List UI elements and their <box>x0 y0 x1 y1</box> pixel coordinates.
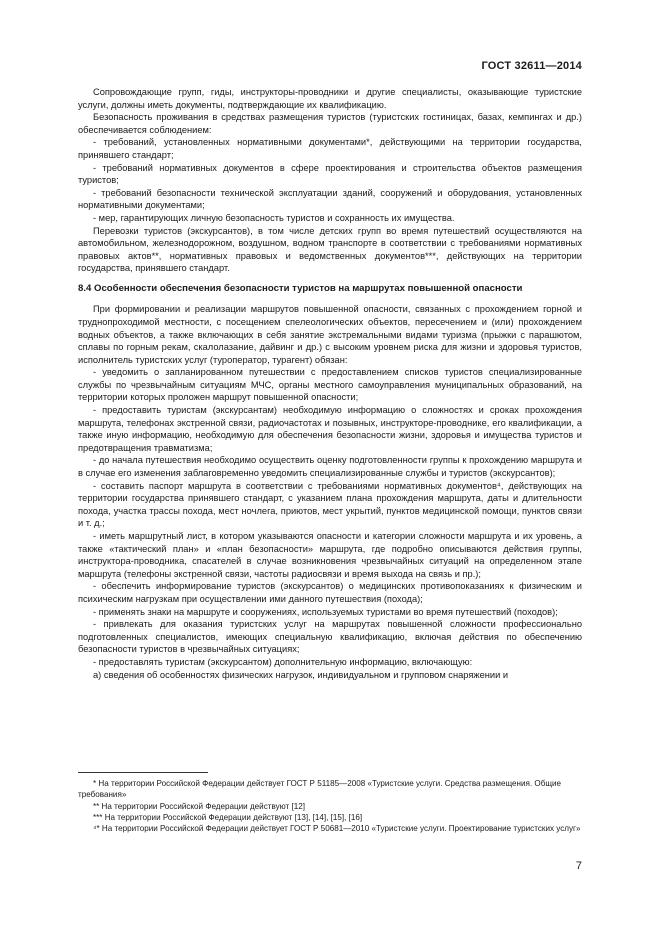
list-item: - мер, гарантирующих личную безопасность туристов и сохранность их имущества. <box>93 212 455 223</box>
list-item: - предоставлять туристам (экскурсантом) дополнительную информацию, включающую: <box>93 656 473 667</box>
footnote-divider <box>78 772 208 773</box>
list-item: а) сведения об особенностях физических нагрузок, индивидуальном и групповом снаряжении и <box>93 669 509 680</box>
list-item: - требований нормативных документов в сфере проектирования и строительства объектов размещения туристов; <box>78 162 582 186</box>
list-item: - составить паспорт маршрута в соответствии с требованиями нормативных документов⁴, действующих на территории государства принявшего стандарт, с указанием плана прохождения маршрута, даты и длительности похода, участка трассы похода, мест ночлега, приютов, мест укрытий, пунктов медицинской помощи, пунктов связи и т. д.; <box>78 480 582 529</box>
paragraph: Сопровождающие групп, гиды, инструкторы-проводники и другие специалисты, оказывающие туристские услуги, должны иметь документы, подтверждающие их квалификацию. <box>78 87 582 110</box>
footnote: *** На территории Российской Федерации действуют [13], [14], [15], [16] <box>93 812 363 822</box>
list-item: - привлекать для оказания туристских услуг на маршрутах повышенной сложности профессионально подготовленных специалистов, имеющих специальную квалификацию, включая действия по обеспечению безопасности туристов в чрезвычайных ситуациях; <box>78 619 582 655</box>
section-heading: 8.4 Особенности обеспечения безопасности туристов на маршрутах повышенной опасности <box>78 282 523 294</box>
footnote: * На территории Российской Федерации действует ГОСТ Р 51185—2008 «Туристские услуги. Средства размещения. Общие требования» <box>78 779 562 800</box>
document-header-standard: ГОСТ 32611—2014 <box>481 60 582 72</box>
list-item: - требований безопасности технической эксплуатации зданий, сооружений и оборудования, установленных нормативными документами; <box>78 187 582 211</box>
list-item: - предоставить туристам (экскурсантам) необходимую информацию о сложностях и сроках прохождения маршрута, телефонах экстренной связи, радиочастотах и позывных, инструкторе-проводнике, его квалификации, а также иную информацию, необходимую для обеспечения безопасности жизни, здоровья и имущества туристов и предотвращения травматизма; <box>78 405 582 453</box>
list-item: - уведомить о запланированном путешествии с предоставлением списков туристов специализированные службы по чрезвычайным ситуациям МЧС, органы местного самоуправления муниципальных образований, на территории которых проложен маршрут повышенной опасности; <box>78 367 582 403</box>
list-item: - иметь маршрутный лист, в котором указываются опасности и категории сложности маршрута и их уровень, а также «тактический план» и «план безопасности» маршрута, где подробно описываются действия группы, инструктора-проводника, спасателей в случае возникновения чрезвычайных ситуаций на определенном этапе маршрута (телефоны экстренной связи, частоты радиосвязи и время выхода на связь и пр.); <box>78 531 582 579</box>
spacer <box>78 295 582 303</box>
list-item: - до начала путешествия необходимо осуществить оценку подготовленности группы к прохождению маршрута и в случае его изменения заблаговременно уведомить специализированные службы и туристов (экскурсантов); <box>78 455 582 479</box>
list-item: - требований, установленных нормативными документами*, действующими на территории государства, принявшего стандарт; <box>78 137 582 160</box>
paragraph: Перевозки туристов (экскурсантов), в том числе детских групп во время путешествий осуществляются на автомобильном, железнодорожном, воздушном, водном транспорте в соответствии с требованиями нормативных правовых актов**, нормативных правовых и ведомственных документов***, действующих на территории государства, принявшего стандарт. <box>78 225 582 274</box>
paragraph: При формировании и реализации маршрутов повышенной опасности, связанных с прохождением горной и труднопроходимой местности, с посещением спелеологических объектов, пересечением и (или) прохождением водных объектов, а также включающих в себя занятие экстремальными видами туризма (прыжки с парашютом, сплавы по горным рекам, скалолазание, дайвинг и др.) с высоким уровнем риска для жизни и здоровья туристов, исполнитель туристских услуг (туроператор, турагент) обязан: <box>78 304 582 365</box>
list-item: - применять знаки на маршруте и сооружениях, используемых туристами во время путешествий (походов); <box>93 606 558 617</box>
list-item: - обеспечить информирование туристов (экскурсантов) о медицинских противопоказаниях к физическим и психическим нагрузкам при осуществлении ими данного путешествия (похода); <box>78 581 582 604</box>
paragraph: Безопасность проживания в средствах размещения туристов (туристских гостиницах, базах, кемпингах и др.) обеспечивается соблюдением: <box>78 112 582 135</box>
footnote: ** На территории Российской Федерации действуют [12] <box>93 801 305 811</box>
footnotes <box>78 778 582 834</box>
spacer <box>78 275 582 283</box>
page-number: 7 <box>575 860 582 872</box>
footnote: ⁴* На территории Российской Федерации действует ГОСТ Р 50681—2010 «Туристские услуги. Проектирование туристских услуг» <box>93 824 581 834</box>
document-body <box>78 86 582 681</box>
